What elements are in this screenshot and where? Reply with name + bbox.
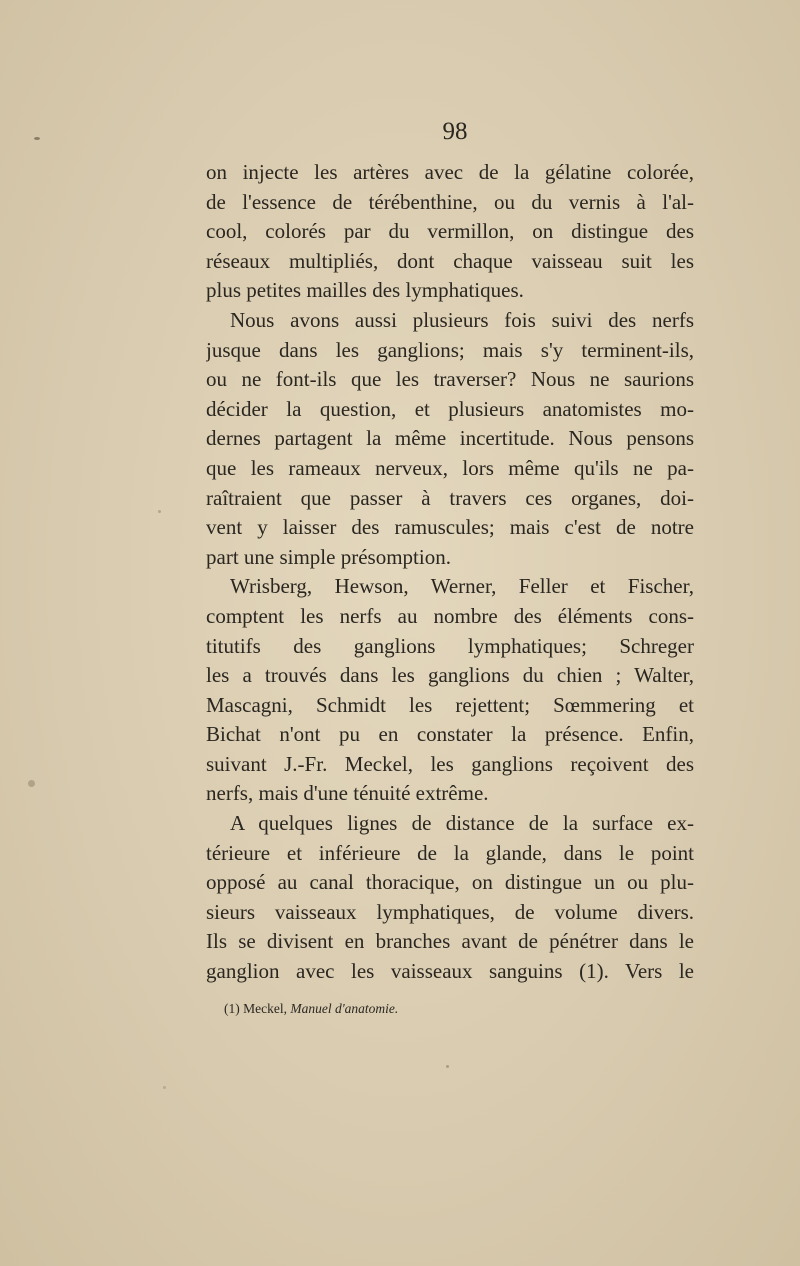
text-line: Nous avons aussi plusieurs fois suivi des nerfs bbox=[230, 307, 694, 332]
text-line: nerfs, mais d'une ténuité extrême. bbox=[206, 781, 489, 806]
body-text bbox=[206, 158, 694, 987]
text-line: ou ne font-ils que les traverser? Nous ne saurions bbox=[206, 367, 694, 392]
text-line: on injecte les artères avec de la gélatine colorée, bbox=[206, 160, 694, 184]
text-line: Mascagni, Schmidt les rejettent; Sœmmering et bbox=[206, 692, 694, 717]
paper-speck bbox=[158, 510, 161, 513]
text-line: que les rameaux nerveux, lors même qu'ils ne pa- bbox=[206, 455, 694, 480]
text-line: A quelques lignes de distance de la surface ex- bbox=[230, 811, 694, 836]
text-line: ganglion avec les vaisseaux sanguins (1). Vers le bbox=[206, 959, 694, 984]
text-line: décider la question, et plusieurs anatomistes mo- bbox=[206, 396, 694, 421]
text-line: opposé au canal thoracique, on distingue un ou plu- bbox=[206, 870, 694, 895]
text-line: jusque dans les ganglions; mais s'y terminent-ils, bbox=[206, 337, 694, 362]
text-line: vent y laisser des ramuscules; mais c'est de notre bbox=[206, 515, 694, 540]
paper-speck bbox=[163, 1086, 166, 1089]
footnote-work-title: Manuel d'anatomie. bbox=[290, 1001, 399, 1016]
text-line: de l'essence de térébenthine, ou du vernis à l'al- bbox=[206, 189, 694, 214]
text-line: Bichat n'ont pu en constater la présence. Enfin, bbox=[206, 722, 694, 747]
paper-speck bbox=[28, 780, 35, 787]
footnote-reference: (1) Meckel, bbox=[224, 1001, 287, 1016]
text-line: sieurs vaisseaux lymphatiques, de volume divers. bbox=[206, 899, 694, 924]
text-line: suivant J.-Fr. Meckel, les ganglions reçoivent des bbox=[206, 751, 694, 776]
text-line: réseaux multipliés, dont chaque vaisseau suit les bbox=[206, 248, 694, 273]
text-line: cool, colorés par du vermillon, on distingue des bbox=[206, 219, 694, 244]
text-line: comptent les nerfs au nombre des éléments cons- bbox=[206, 603, 694, 628]
text-line: les a trouvés dans les ganglions du chien ; Walter, bbox=[206, 663, 694, 688]
text-line: Wrisberg, Hewson, Werner, Feller et Fischer, bbox=[230, 574, 694, 599]
page-number: 98 bbox=[442, 118, 468, 145]
paper-speck bbox=[34, 137, 40, 140]
text-line: plus petites mailles des lymphatiques. bbox=[206, 278, 524, 303]
footnote bbox=[224, 1001, 398, 1017]
text-line: raîtraient que passer à travers ces organes, doi- bbox=[206, 485, 694, 510]
text-line: térieure et inférieure de la glande, dans le point bbox=[206, 840, 694, 865]
text-line: Ils se divisent en branches avant de pénétrer dans le bbox=[206, 929, 694, 954]
text-line: part une simple présomption. bbox=[206, 544, 451, 569]
text-line: dernes partagent la même incertitude. Nous pensons bbox=[206, 426, 694, 451]
paper-speck bbox=[446, 1065, 449, 1068]
text-line: titutifs des ganglions lymphatiques; Schreger bbox=[206, 633, 694, 658]
